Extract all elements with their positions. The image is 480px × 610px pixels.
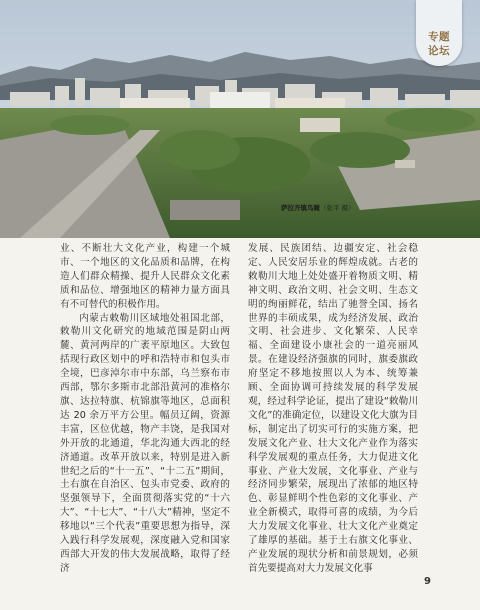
page-number: 9 — [424, 576, 431, 587]
photo-caption-main: 萨拉齐镇鸟瞰 — [281, 204, 320, 212]
photo-caption-credit: （张平 摄） — [320, 204, 355, 212]
topic-forum-badge — [416, 0, 462, 66]
photo-caption — [281, 203, 355, 212]
right-text-column — [248, 242, 418, 576]
left-text-column — [60, 242, 230, 576]
city-aerial-photo — [0, 0, 480, 238]
right-paragraph-1: 发展、民族团结、边疆安定、社会稳定、人民安居乐业的辉煌成就。古老的敕勒川大地上处处盛开着物质文明、精神文明、政治文明、社会文明、生态文明的绚丽鲜花，结出了驰誉全国、扬名世界的丰硕成果，成为经济发展、政治文明、社会进步、文化繁荣、人民幸福、全面建设小康社会的一道亮丽风景。在建设经济强旗的同时，旗委旗政府坚定不移地按照以人为本、统筹兼顾、全面协调可持续发展的科学发展观，经过科学论证，提出了建设“敕勒川文化”的准确定位，以建设文化大旗为目标，制定出了切实可行的实施方案，把发展文化产业、壮大文化产业作为落实科学发展观的重点任务，大力促进文化事业、产业大发展，文化事业、产业与经济同步繁荣，展现出了浓郁的地区特色、彰显鲜明个性色彩的文化事业、产业全新模式，取得可喜的成绩，为今后大力发展文化事业、壮大文化产业奠定了雄厚的基础。基于土右旗文化事业、产业发展的现状分析和前景规划，必须首先要提高对大力发展文化事 — [248, 243, 418, 574]
left-paragraph-1: 业、不断壮大文化产业，构建一个城市、一个地区的文化品质和品牌，在构造人们群众精操、提升人民群众文化素质和品位、增强地区的精神力量方面具有不可替代的积极作用。 — [60, 243, 230, 310]
badge-line2: 论坛 — [428, 45, 450, 57]
left-paragraph-2: 内蒙古敕勒川区域地处祖国北部，敕勒川文化研究的地域范围是阴山两麓、黄河两岸的广袤平原地区。大致包括现行政区划中的呼和浩特市和包头市全境，巴彦淖尔市中东部，乌兰察布市西部，鄂尔多斯市北部沿黄河的准格尔旗、达拉特旗、杭锦旗等地区，总面积达 20 余万平方公里。幅员辽阔，资源丰富，区位优越，物产丰饶，是我国对外开放的北通道，华北沟通大西北的经济通道。改革开放以来，特别是进入新世纪之后的“十一五”、“十二五”期间，土右旗在自治区、包头市党委、政府的坚强领导下，全面贯彻落实党的“十六大”、“十七大”、“十八大”精神，坚定不移地以“三个代表”重要思想为指导，深入践行科学发展观，深度融入党和国家西部大开发的伟大发展战略，取得了经济 — [60, 312, 230, 574]
badge-line1: 专题 — [428, 31, 450, 43]
